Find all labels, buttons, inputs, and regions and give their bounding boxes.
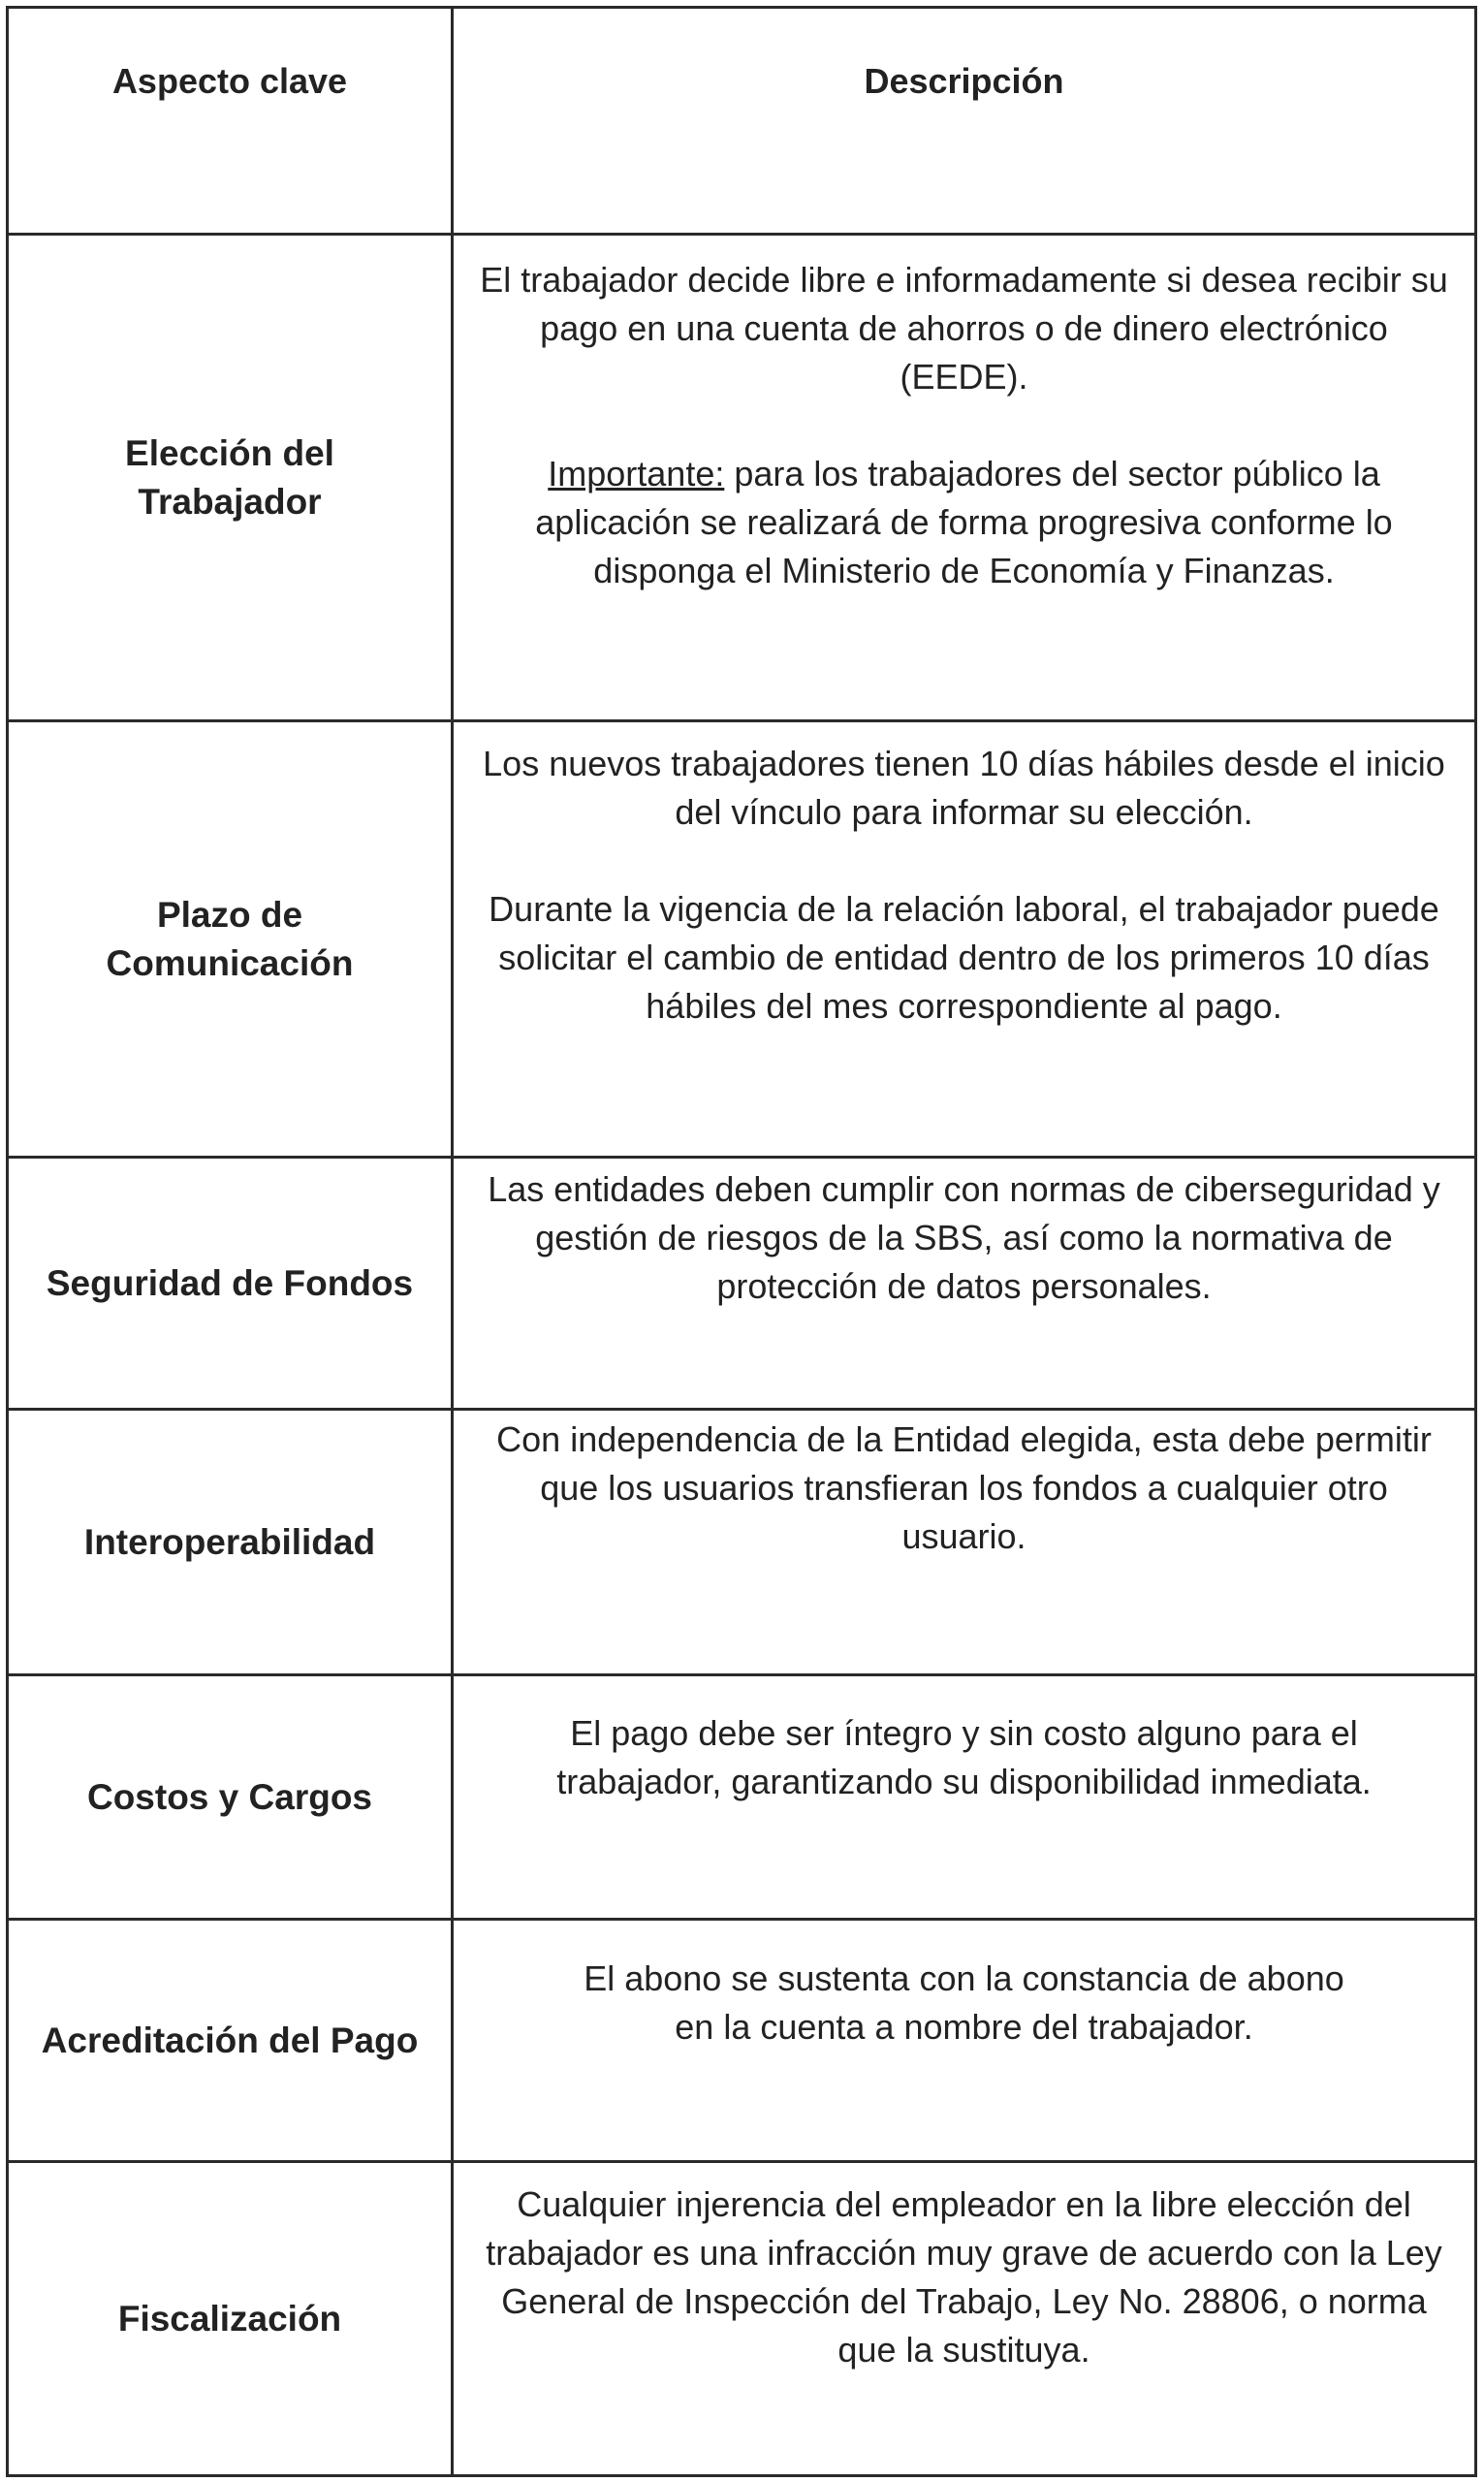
description-paragraph: Los nuevos trabajadores tienen 10 días hábiles desde el inicio del vínculo para informar su elección. — [483, 744, 1445, 832]
description-paragraph: El pago debe ser íntegro y sin costo alguno para el trabajador, garantizando su disponibilidad inmediata. — [556, 1713, 1372, 1801]
row-description-cell — [454, 2163, 1474, 2474]
row-key-label: Plazo de Comunicación — [106, 894, 354, 983]
row-description-cell — [454, 1921, 1474, 2160]
row-key-label: Costos y Cargos — [86, 1776, 372, 1817]
table-border-bottom — [6, 2474, 1477, 2477]
row-key-label: Interoperabilidad — [83, 1521, 376, 1562]
note-label: Importante: — [548, 454, 725, 493]
description-paragraph: El abono se sustenta con la constancia de abono en la cuenta a nombre del trabajador. — [584, 1958, 1344, 2047]
row-key-label: Elección del Trabajador — [125, 432, 334, 522]
description-paragraph: Durante la vigencia de la relación laboral, el trabajador puede solicitar el cambio de entidad dentro de los primeros 10 días hábiles del mes correspondiente al pago. — [489, 889, 1439, 1026]
row-key-cell — [9, 1159, 451, 1408]
row-description-cell — [454, 1411, 1474, 1673]
row-key-label: Seguridad de Fondos — [46, 1262, 414, 1303]
column-header-description: Descripción — [864, 61, 1064, 101]
row-key-cell — [9, 2163, 451, 2474]
description-paragraph: El trabajador decide libre e informadamente si desea recibir su pago en una cuenta de ahorros o de dinero electrónico (EEDE). — [480, 260, 1448, 397]
description-paragraph: Las entidades deben cumplir con normas de ciberseguridad y gestión de riesgos de la SBS, así como la normativa de protección de datos personales. — [488, 1169, 1440, 1306]
row-key-label: Acreditación del Pago — [41, 2020, 419, 2060]
row-key-cell — [9, 236, 451, 719]
row-key-cell — [9, 1676, 451, 1918]
description-paragraph: Con independencia de la Entidad elegida, esta debe permitir que los usuarios transfieran los fondos a cualquier otro usuario. — [496, 1419, 1432, 1556]
row-description-cell — [454, 1159, 1474, 1408]
description-note — [475, 450, 1453, 595]
row-description-cell — [454, 1676, 1474, 1918]
row-key-label: Fiscalización — [117, 2298, 342, 2339]
row-key-cell — [9, 1921, 451, 2160]
row-key-cell — [9, 1411, 451, 1673]
row-key-cell — [9, 722, 451, 1156]
row-description-cell — [454, 236, 1474, 719]
table-border-right — [1474, 6, 1477, 2476]
header-description-cell — [454, 9, 1474, 233]
description-paragraph: Cualquier injerencia del empleador en la libre elección del trabajador es una infracción muy grave de acuerdo con la Ley General de Inspección del Trabajo, Ley No. 28806, o norma que la sustituya. — [486, 2184, 1442, 2370]
header-key-cell — [9, 9, 451, 233]
row-description-cell — [454, 722, 1474, 1156]
column-header-key: Aspecto clave — [111, 61, 348, 101]
note-text: para los trabajadores del sector público la aplicación se realizará de forma progresiva conforme lo disponga el Ministerio de Economía y Finanzas. — [535, 454, 1393, 590]
